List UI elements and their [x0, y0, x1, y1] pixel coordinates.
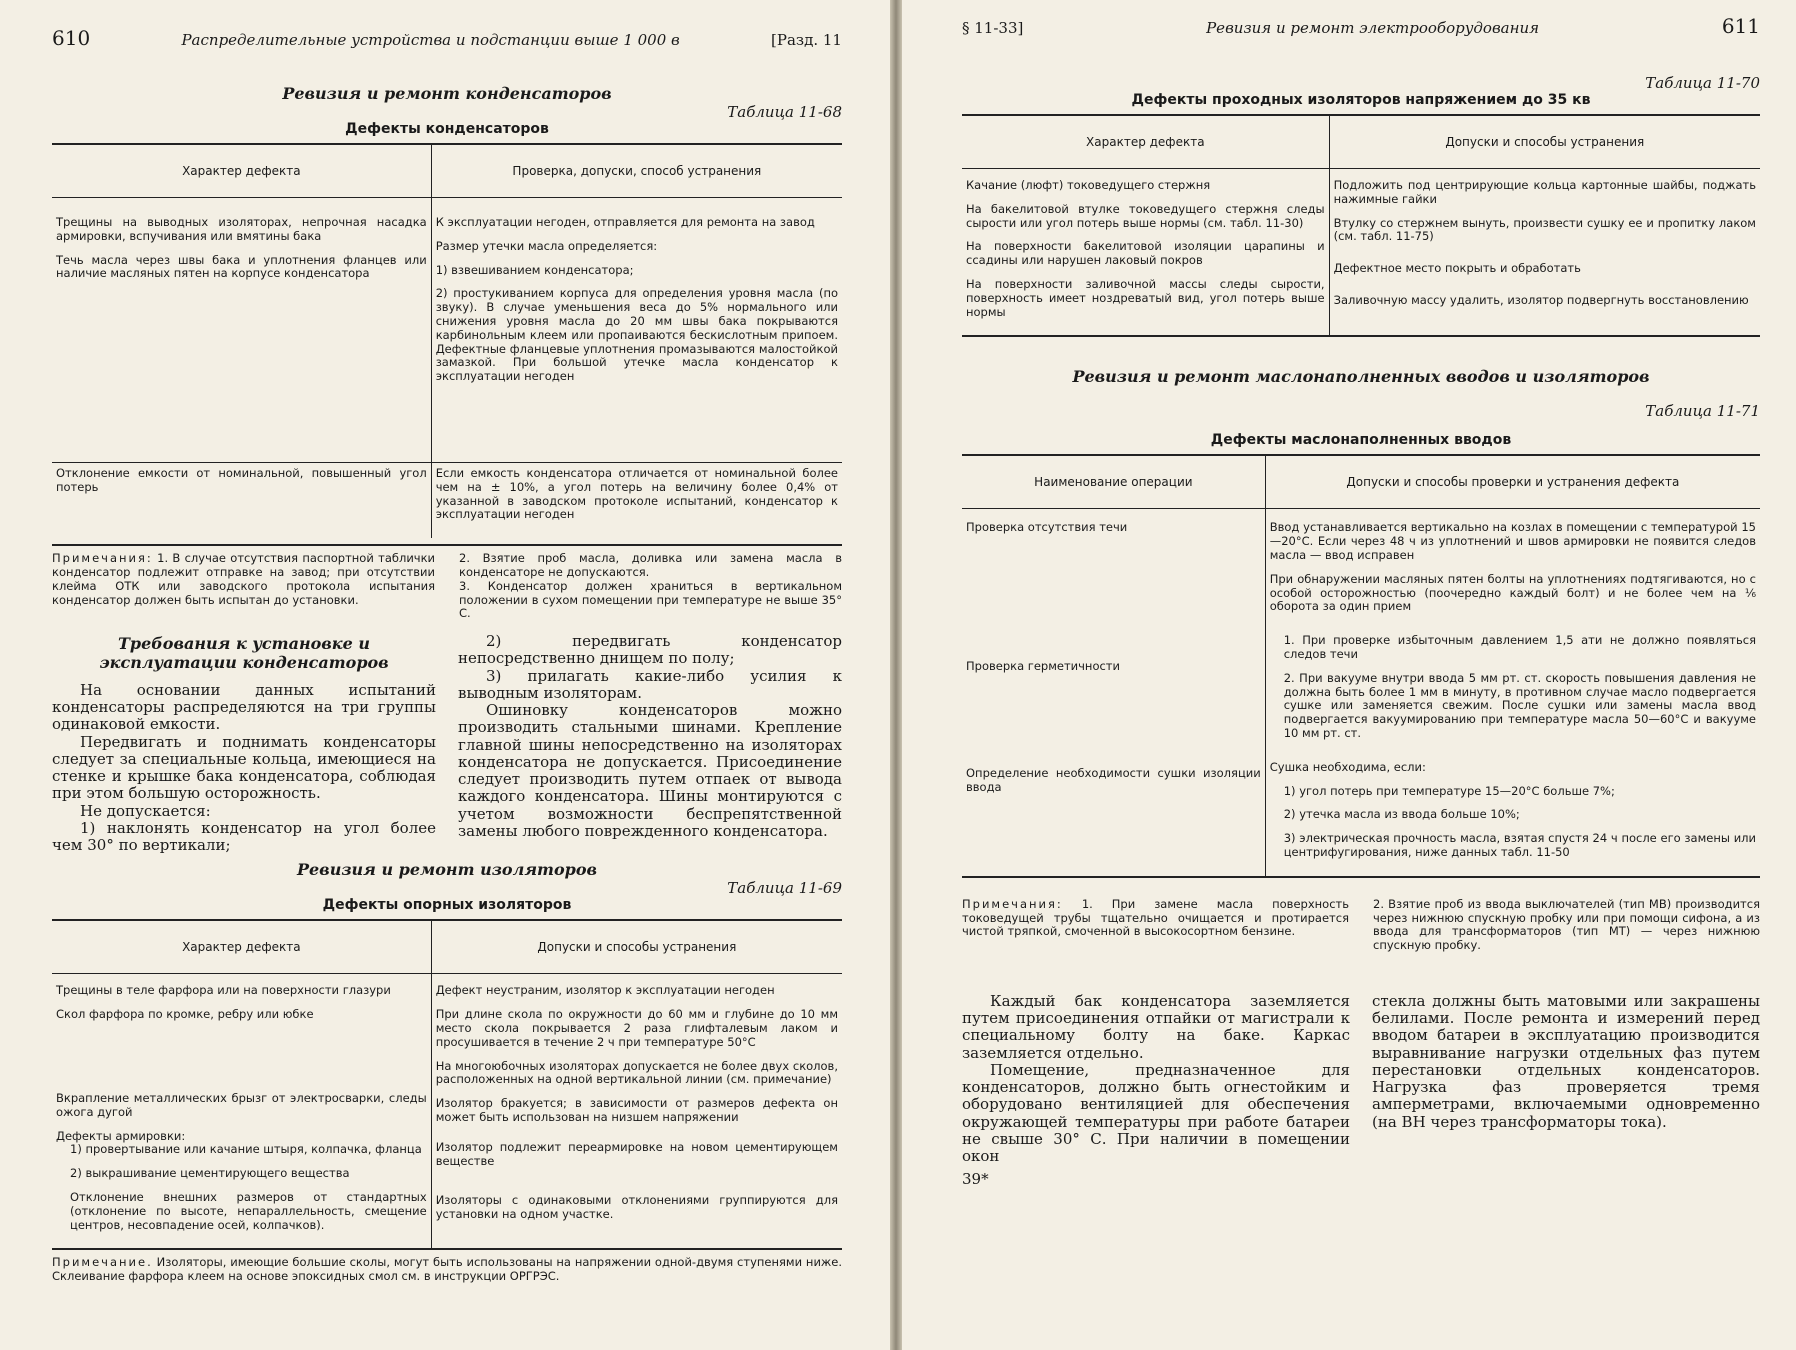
- right-section-ref: § 11-33]: [962, 19, 1024, 37]
- table-row: [962, 169, 1760, 337]
- note-11-71: [962, 898, 1760, 953]
- section-capacitors: [52, 84, 842, 137]
- left-section-ref: [Разд. 11: [771, 31, 842, 49]
- paragraph: Каждый бак конденсатора заземляется путем присоединения отпайки от магистрали к специальному болту на баке. Каркас заземляется отдельно.: [962, 991, 1350, 1062]
- defect-cell: Отклонение емкости от номинальной, повышенный угол потерь: [56, 466, 427, 494]
- remedy-cell: На многоюбочных изоляторах допускается не более двух сколов, расположенных на одной вертикальной линии (см. примечание): [435, 1058, 838, 1087]
- section-title: Ревизия и ремонт конденсаторов: [282, 84, 612, 103]
- defect-cell: Трещины на выводных изоляторах, непрочная насадка армировки, вспучивания или вмятины бака: [56, 215, 427, 243]
- remedy-cell: Если емкость конденсатора отличается от номинальной более чем на ± 10%, а угол потерь на величину более 0,4% от указанной в заводском протоколе испытаний, конденсатор к эксплуатации негоден: [435, 466, 838, 522]
- defect-cell: Отклонение внешних размеров от стандартных (отклонение по высоте, непараллельность, смещение центров, несовпадение осей, колпачков).: [70, 1190, 427, 1232]
- remedy-cell: Заливочную массу удалить, изолятор подвергнуть восстановлению: [1333, 292, 1749, 307]
- operation-cell: Проверка герметичности: [966, 659, 1120, 674]
- left-running-head: [52, 26, 842, 50]
- note-text: 1. При замене масла поверхность токоведущей трубы тщательно очищается и протирается чистой тряпкой, смоченной в высокосортном бензине.: [962, 896, 1349, 939]
- note-text: 3. Конденсатор должен храниться в вертикальном положении в сухом помещении при температуре не выше 35° С.: [459, 578, 842, 621]
- operation-cell: Проверка отсутствия течи: [966, 520, 1128, 535]
- requirements-title: Требования к установке и эксплуатации конденсаторов: [99, 634, 389, 672]
- remedy-cell: При обнаружении масляных пятен болты на уплотнениях подтягиваются, но с особой осторожностью (поочередно каждый болт) и не более чем на ⅙ оборота за один прием: [1269, 571, 1756, 614]
- note-11-69: [52, 1256, 842, 1284]
- column-header: Допуски и способы проверки и устранения дефекта: [1265, 455, 1760, 509]
- paragraph: На основании данных испытаний конденсаторы распределяются на три группы одинаковой емкости.: [52, 680, 436, 734]
- note-label: Примечания:: [962, 896, 1063, 911]
- remedy-cell: Изолятор подлежит переармировке на новом цементирующем веществе: [435, 1139, 838, 1168]
- paragraph: Не допускается:: [80, 801, 211, 820]
- table-row: [52, 198, 842, 463]
- section-insulators: [52, 860, 842, 913]
- remedy-cell: 2) утечка масла из ввода больше 10%;: [1283, 807, 1520, 822]
- remedy-cell: Подложить под центрирующие кольца картонные шайбы, поджать нажимные гайки: [1333, 178, 1756, 206]
- remedy-cell: 1) взвешиванием конденсатора;: [435, 262, 634, 277]
- table-title: Дефекты конденсаторов: [345, 121, 549, 137]
- defect-cell: Вкрапление металлических брызг от электросварки, следы ожога дугой: [56, 1091, 427, 1119]
- defect-cell: На бакелитовой втулке токоведущего стержня следы сырости или угол потерь выше нормы (см. табл. 11-30): [966, 201, 1325, 230]
- column-header: Характер дефекта: [962, 115, 1329, 169]
- defect-cell: 2) выкрашивание цементирующего вещества: [70, 1166, 350, 1181]
- table-11-68: [52, 143, 842, 538]
- remedy-cell: Изоляторы с одинаковыми отклонениями группируются для установки на одном участке.: [435, 1193, 838, 1222]
- paragraph: 3) прилагать какие-либо усилия к выводным изоляторам.: [458, 666, 842, 702]
- table-number: Таблица 11-71: [1645, 402, 1760, 421]
- paragraph: Помещение, предназначенное для конденсаторов, должно быть огнестойким и оборудовано вентиляцией для обеспечения окружающей температуры при работе батареи не свыше 30° С. При наличии в помещении окон: [962, 1060, 1350, 1166]
- paragraph: стекла должны быть матовыми или закрашены белилами. После ремонта и измерений перед вводом батареи в эксплуатацию производится выравнивание нагрузки отдельных фаз путем перестановки отдельных конденсаторов. Нагрузка фаз проверяется тремя амперметрами, включаемыми одновременно (на ВН через трансформаторы тока).: [1372, 991, 1760, 1131]
- table-number: Таблица 11-69: [727, 879, 842, 898]
- column-header: Характер дефекта: [52, 920, 431, 974]
- table-number: Таблица 11-68: [727, 103, 842, 121]
- table-row: [962, 757, 1760, 877]
- note-label: Примечания:: [52, 551, 153, 566]
- note-label: Примечание.: [52, 1255, 153, 1270]
- defect-cell: Течь масла через швы бака и уплотнения фланцев или наличие масляных пятен на корпусе конденсатора: [56, 252, 427, 281]
- right-running-title: Ревизия и ремонт электрооборудования: [1206, 19, 1540, 37]
- table-row: [962, 509, 1760, 630]
- table-number: Таблица 11-70: [1645, 74, 1760, 92]
- signature-mark: 39*: [962, 1170, 989, 1189]
- remedy-cell: Ввод устанавливается вертикально на козлах в помещении с температурой 15—20°С. Если через 48 ч из уплотнений и швов армировки не появится следов масла — ввод исправен: [1269, 520, 1756, 562]
- remedy-cell: 2) простукиванием корпуса для определения уровня масла (по звуку). В случае уменьшения веса до 5% нормального или снижения уровня масла до 20 мм швы бака покрываются карбинольным клеем или пропаиваются бескислотным припоем. Дефектные фланцевые уплотнения промазываются малостойкой замазкой. При большой утечке масла конденсатор к эксплуатации негоден: [435, 286, 838, 384]
- remedy-cell: 1) угол потерь при температуре 15—20°С больше 7%;: [1283, 783, 1615, 798]
- table-row: [962, 630, 1760, 757]
- defect-cell: Трещины в теле фарфора или на поверхности глазури: [56, 983, 391, 998]
- defect-cell: Качание (люфт) токоведущего стержня: [966, 178, 1211, 192]
- column-header: Наименование операции: [962, 455, 1265, 509]
- remedy-cell: 2. При вакууме внутри ввода 5 мм рт. ст. скорость повышения давления не должна быть более 1 мм в минуту, в противном случае масло подвергается сушке или заменяется свежим. После сушки или замены масла ввод подвергается вакуумированию при температуре масла 50—60°С и вакууме 10 мм рт. ст.: [1283, 670, 1756, 740]
- remedy-cell: Изолятор бракуется; в зависимости от размеров дефекта он может быть использован на низшем напряжении: [435, 1096, 838, 1125]
- note-text: Изоляторы, имеющие большие сколы, могут быть использованы на напряжении одной-двумя ступенями ниже. Склеивание фарфора клеем на основе эпоксидных смол см. в инструкции ОРГРЭС.: [52, 1255, 843, 1284]
- table-title: Дефекты маслонаполненных вводов: [1210, 432, 1512, 449]
- remedy-cell: К эксплуатации негоден, отправляется для ремонта на завод: [435, 215, 815, 229]
- table-row: [52, 463, 842, 539]
- remedy-cell: Дефектное место покрыть и обработать: [1333, 261, 1581, 276]
- note-text: 2. Взятие проб из ввода выключателей (тип МВ) производится через нижнюю спускную пробку или при помощи сифона, а из ввода для трансформаторов (тип МТ) — через нижнюю спускную пробку.: [1373, 896, 1760, 953]
- grounding-text: [962, 993, 1760, 1189]
- table-11-69: [52, 919, 842, 1250]
- table-11-71: [962, 454, 1760, 877]
- note-text: 2. Взятие проб масла, доливка или замена масла в конденсаторе не допускаются.: [459, 551, 842, 579]
- column-header: Проверка, допуски, способ устранения: [431, 144, 842, 198]
- paragraph: 1) наклонять конденсатор на угол более чем 30° по вертикали;: [52, 818, 436, 855]
- requirements-text: [52, 627, 842, 854]
- defect-cell: Дефекты армировки:: [56, 1128, 186, 1143]
- right-page: [902, 0, 1796, 1350]
- defect-cell: Скол фарфора по кромке, ребру или юбке: [56, 1007, 314, 1022]
- table-11-70: [962, 114, 1760, 337]
- column-header: Допуски и способы устранения: [431, 920, 842, 974]
- note-11-68: [52, 544, 842, 621]
- column-header: Допуски и способы устранения: [1329, 115, 1760, 169]
- defect-cell: На поверхности бакелитовой изоляции царапины и ссадины или нарушен лаковый покров: [966, 239, 1325, 268]
- operation-cell: Определение необходимости сушки изоляции ввода: [966, 765, 1261, 794]
- section-title: Ревизия и ремонт маслонаполненных вводов и изоляторов: [1072, 367, 1650, 387]
- defect-cell: На поверхности заливочной массы следы сырости, поверхность имеет ноздреватый вид, угол потерь выше нормы: [966, 276, 1325, 319]
- remedy-cell: Размер утечки масла определяется:: [435, 238, 658, 253]
- paragraph: Передвигать и поднимать конденсаторы следует за специальные кольца, имеющиеся на стенке и крышке бака конденсатора, соблюдая при этом большую осторожность.: [52, 732, 436, 803]
- remedy-cell: При длине скола по окружности до 60 мм и глубине до 10 мм место скола покрывается 2 раза глифталевым лаком и просушивается в течение 2 ч при температуре 50°С: [435, 1007, 838, 1049]
- note-text: 1. В случае отсутствия паспортной таблички конденсатор подлежит отправке на завод; при отсутствии клейма ОТК или заводского протокола испытания конденсатор должен быть испытан до установки.: [52, 551, 436, 607]
- remedy-cell: Сушка необходима, если:: [1269, 759, 1426, 774]
- paragraph: Ошиновку конденсаторов можно производить стальными шинами. Крепление главной шины непосредственно на изоляторах конденсатора не допускается. Присоединение следует производить путем отпаек от вывода каждого конденсатора. Шины монтируются с учетом возможности беспрепятственной замены любого поврежденного конденсатора.: [458, 701, 842, 840]
- remedy-cell: 1. При проверке избыточным давлением 1,5 ати не должно появляться следов течи: [1283, 633, 1756, 661]
- table-row: [52, 974, 842, 1249]
- table-title: Дефекты проходных изоляторов напряжением до 35 кв: [1131, 92, 1591, 108]
- remedy-cell: Втулку со стержнем вынуть, произвести сушку ее и пропитку лаком (см. табл. 11-75): [1333, 215, 1756, 244]
- remedy-cell: 3) электрическая прочность масла, взятая спустя 24 ч после его замены или центрифугирования, ниже данных табл. 11-50: [1283, 831, 1756, 859]
- section-title: Ревизия и ремонт изоляторов: [296, 860, 598, 880]
- column-header: Характер дефекта: [52, 144, 431, 198]
- left-page-number: 610: [52, 26, 91, 50]
- right-page-number: 611: [1721, 14, 1760, 38]
- remedy-cell: Дефект неустраним, изолятор к эксплуатации негоден: [435, 983, 775, 998]
- right-running-head: [962, 14, 1760, 38]
- table-title: Дефекты опорных изоляторов: [322, 897, 572, 914]
- left-page: [0, 0, 890, 1350]
- book-gutter: [890, 0, 902, 1350]
- left-running-title: Распределительные устройства и подстанции выше 1 000 в: [181, 31, 680, 49]
- defect-cell: 1) провертывание или качание штыря, колпачка, фланца: [70, 1142, 422, 1157]
- paragraph: 2) передвигать конденсатор непосредственно днищем по полу;: [458, 632, 842, 668]
